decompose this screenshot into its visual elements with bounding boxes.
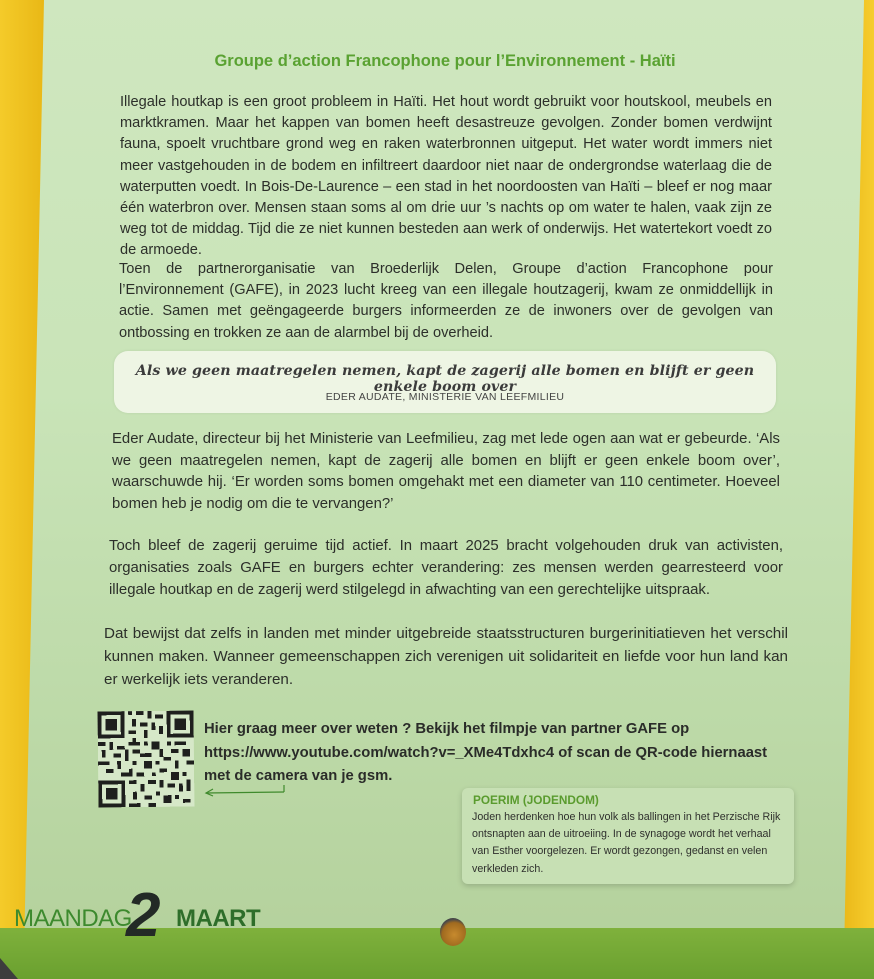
paragraph-conclusion: Dat bewijst dat zelfs in landen met minder uitgebreide staatsstructuren burgerinitiatieven het verschil kunnen maken. Wanneer gemeenschappen zich verenigen uit solidariteit en liefde voor hun land kan er werkelijk iets veranderen. [104,625,788,688]
corner-triangle-icon [0,958,18,979]
video-link-url[interactable]: https://www.youtube.com/watch?v=_XMe4Tdxhc4 of scan de QR-code hiernaast [204,744,768,761]
arrow-left-icon [204,784,290,798]
video-link-text[interactable] [204,718,784,789]
video-link-line-3: met de camera van je gsm. [204,768,393,784]
video-link-line-1: Hier graag meer over weten ? Bekijk het filmpje van partner GAFE op [204,721,690,737]
month-label: MAART [176,905,261,932]
paragraph-eder: Eder Audate, directeur bij het Ministerie van Leefmilieu, zag met lede ogen aan wat er gebeurde. ‘Als we geen maatregelen nemen, kapt de zagerij alle bomen en blijft er geen enkele boom over’, waarschuwde hij. ‘Er worden soms bomen omgehakt met een diameter van 110 centimeter. Hoeveel bomen heb je nodig om die te vervangen?’ [112,431,780,512]
quote-author: EDER AUDATE, MINISTERIE VAN LEEFMILIEU [325,391,565,403]
weekday-label: MAANDAG [14,905,132,932]
page-title: Groupe d’action Francophone pour l’Environnement - Haïti [214,52,676,70]
paragraph-partner: Toen de partnerorganisatie van Broederlijk Delen, Groupe d’action Francophone pour l’Environnement (GAFE), in 2023 lucht kreeg van een illegale houtzagerij, kwam ze onmiddellijk in actie. Samen met geëngageerde burgers informeerden ze de inwoners over de gevolgen van ontbossing en trokken ze aan de alarmbel bij de overheid. [119,261,773,341]
quote-text: Als we geen maatregelen nemen, kapt de zagerij alle bomen en blijft er geen enkele boom over [135,363,755,395]
qr-code[interactable] [97,711,194,808]
paragraph-sawmill: Toch bleef de zagerij geruime tijd actief. In maart 2025 bracht volgehouden druk van activisten, organisaties zoals GAFE en burgers echter verandering: zes mensen werden gearresteerd voor illegale houtkap en de zagerij werd stilgelegd in afwachting van een gerechtelijke uitspraak. [109,538,783,598]
paragraph-intro: Illegale houtkap is een groot probleem in Haïti. Het hout wordt gebruikt voor houtskool, meubels en marktkramen. Maar het kappen van bomen heeft desastreuze gevolgen. Zonder bomen verdwijnt fauna, spoelt vruchtbare grond weg en raken waterbronnen uitgeput. Het water wordt immers niet meer vastgehouden in de bodem en infiltreert daardoor niet naar de ondergrondse waterlaag die de waterputten voedt. In Bois-De-Laurence – een stad in het noordoosten van Haïti – bleef er nog maar één waterbron over. Mensen staan soms al om drie uur ’s nachts op om water te halen, vaak zijn ze weg tot de middag. Tijd die ze niet kunnen besteden aan werk of onderwijs. Het watertekort voedt zo de armoede. [120,94,772,259]
day-number: 2 [126,881,161,950]
feast-day-body: Joden herdenken hoe hun volk als ballingen in het Perzische Rijk ontsnapten aan de uitroeiing. In de synagoge wordt het verhaal van Esther voorgelezen. Er wordt gezongen, gedanst en velen verkleden zich. [472,811,781,875]
feast-day-title: POERIM (JODENDOM) [473,793,599,807]
quote-box [114,351,776,413]
feast-day-note [462,788,794,884]
binding-hole-icon [440,918,466,946]
